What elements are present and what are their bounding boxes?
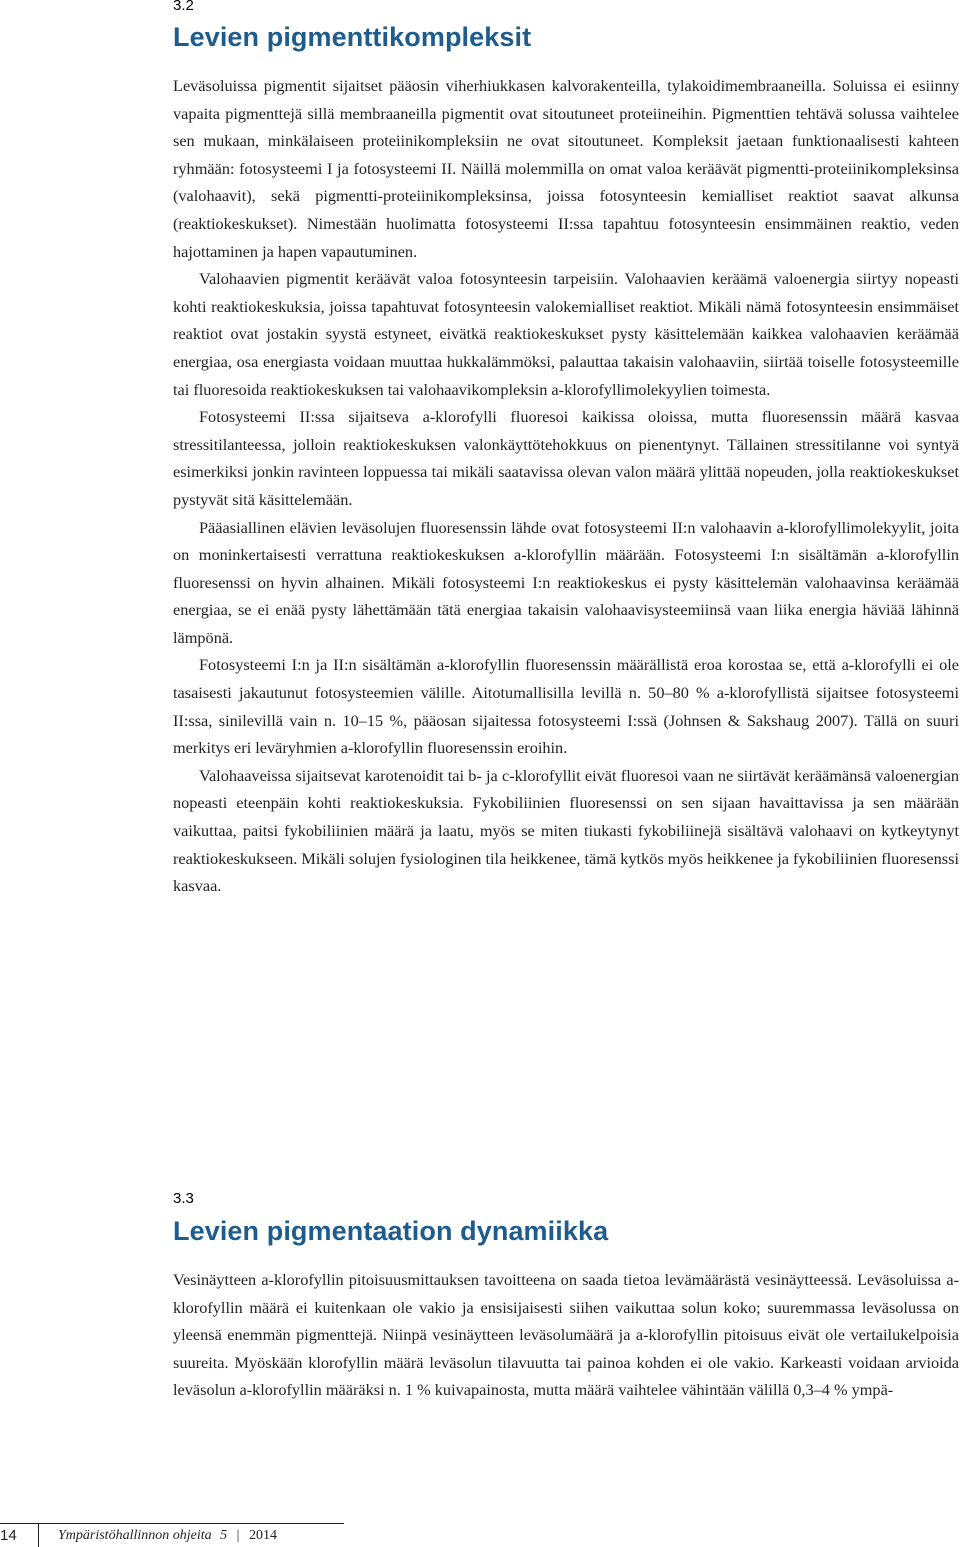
publication-issue: 5 [220,1528,228,1543]
publication-title: Ympäristöhallinnon ohjeita [58,1528,212,1543]
section-body [173,1266,959,1404]
section-body [173,72,959,900]
section-number: 3.3 [173,1190,194,1207]
paragraph: Leväsoluissa pigmentit sijaitset pääosin viherhiukkasen kalvorakenteilla, tylakoidimembraaneilla. Soluissa ei esiinny vapaita pigmenttejä sillä membraaneilla pigmentit ovat sitoutuneet proteiineihin. Pigmenttien tehtävä solussa vaihtelee sen mukaan, minkälaiseen proteiinikompleksiin ne ovat sitoutuneet. Kompleksit jaetaan funktionaalisesti kahteen ryhmään: fotosysteemi I ja fotosysteemi II. Näillä molemmilla on omat valoa keräävät pigmentti-proteiinikompleksinsa (valohaavit), sekä pigmentti-proteiinikompleksinsa, joissa fotosynteesin kemialliset reaktiot saavat alkunsa (reaktiokeskukset). Nimestään huolimatta fotosysteemi II:ssa tapahtuu fotosynteesin ensimmäinen reaktio, veden hajottaminen ja hapen vapautuminen. [173,76,959,261]
page-number: 14 [0,1527,17,1544]
paragraph: Fotosysteemi I:n ja II:n sisältämän a-klorofyllin fluoresenssin määrällistä eroa korostaa se, että a-klorofylli ei ole tasaisesti jakautunut fotosysteemien välille. Aitotumallisilla levillä n. 50–80 % a-klorofyllistä sijaitsee fotosysteemi II:ssa, sinilevillä vain n. 10–15 %, pääosan sijaitessa fotosysteemi I:ssä (Johnsen & Sakshaug 2007). Tällä on suuri merkitys eri leväryhmien a-klorofyllin fluoresenssin eroihin. [173,655,959,758]
publication-info [58,1528,277,1544]
section-title: Levien pigmenttikompleksit [173,22,532,52]
section-number: 3.2 [173,0,194,14]
paragraph: Fotosysteemi II:ssa sijaitseva a-klorofylli fluoresoi kaikissa oloissa, mutta fluoresenssin määrä kasvaa stressitilanteessa, jolloin reaktiokeskuksen valonkäyttötehokkuus on pienentynyt. Tällainen stressitilanne voi syntyä esimerkiksi jonkin ravinteen loppuessa tai mikäli saatavissa olevan valon määrä ylittää nopeuden, jolla reaktiokeskukset pystyvät sitä käsittelemään. [173,407,959,509]
footer-divider [0,1523,344,1524]
paragraph: Valohaaveissa sijaitsevat karotenoidit tai b- ja c-klorofyllit eivät fluoresoi vaan ne siirtävät keräämänsä valoenergian nopeasti eteenpäin kohti reaktiokeskuksia. Fykobiliinien fluoresenssi on sen sijaan havaittavissa ja sen määrään vaikuttaa, paitsi fykobiliinien määrä ja laatu, myös se miten tiukasti fykobiliinejä sisältävä valohaavi on kytkeytynyt reaktiokeskukseen. Mikäli solujen fysiologinen tila heikkenee, tämä kytkös myös heikkenee ja fykobiliinien fluoresenssi kasvaa. [173,765,959,896]
paragraph: Vesinäytteen a-klorofyllin pitoisuusmittauksen tavoitteena on saada tietoa levämäärästä vesinäytteessä. Leväsoluissa a-klorofyllin määrä ei kuitenkaan ole vakio ja ensisijaisesti siihen vaikuttaa solun koko; suuremmassa leväsolussa on yleensä enemmän pigmenttejä. Niinpä vesinäytteen leväsolumäärä ja a-klorofyllin pitoisuus eivät ole vertailukelpoisia suureita. Myöskään klorofyllin määrä leväsolun tilavuutta tai painoa kohden ei ole vakio. Karkeasti voidaan arvioida leväsolun a-klorofyllin määräksi n. 1 % kuivapainosta, mutta määrä vaihtelee vähintään välillä 0,3–4 % ympä- [173,1270,959,1400]
section-title: Levien pigmentaation dynamiikka [173,1216,609,1246]
publication-year: 2014 [248,1528,277,1543]
paragraph: Valohaavien pigmentit keräävät valoa fotosynteesin tarpeisiin. Valohaavien keräämä valoenergia siirtyy nopeasti kohti reaktiokeskuksia, joissa tapahtuvat fotosynteesin valokemialliset reaktiot. Mikäli nämä fotosynteesin ensimmäiset reaktiot ovat jostakin syystä estyneet, eivätkä reaktiokeskukset pysty käsittelemään kaikkea valohaavien keräämää energiaa, osa energiasta voidaan muuttaa hukkalämmöksi, palauttaa takaisin valohaaviin, siirtää toiselle fotosysteemille tai fluoresoida reaktiokeskuksen tai valohaavikompleksin a-klorofyllimolekyylien toimesta. [173,269,959,399]
paragraph: Pääasiallinen elävien leväsolujen fluoresenssin lähde ovat fotosysteemi II:n valohaavin a-klorofyllimolekyylit, joita on moninkertaisesti verrattuna reaktiokeskuksen a-klorofyllin määrään. Fotosysteemi I:n sisältämän a-klorofyllin fluoresenssi on hyvin alhainen. Mikäli fotosysteemi I:n reaktiokeskus ei pysty käsittelemän valohaavinsa keräämää energiaa, se ei enää pysty lähettämään tätä energiaa takaisin valohaavisysteemiinsä vaan liika energia häviää lähinnä lämpönä. [173,517,959,647]
issue-separator: | [236,1528,240,1543]
footer-separator [38,1524,39,1547]
